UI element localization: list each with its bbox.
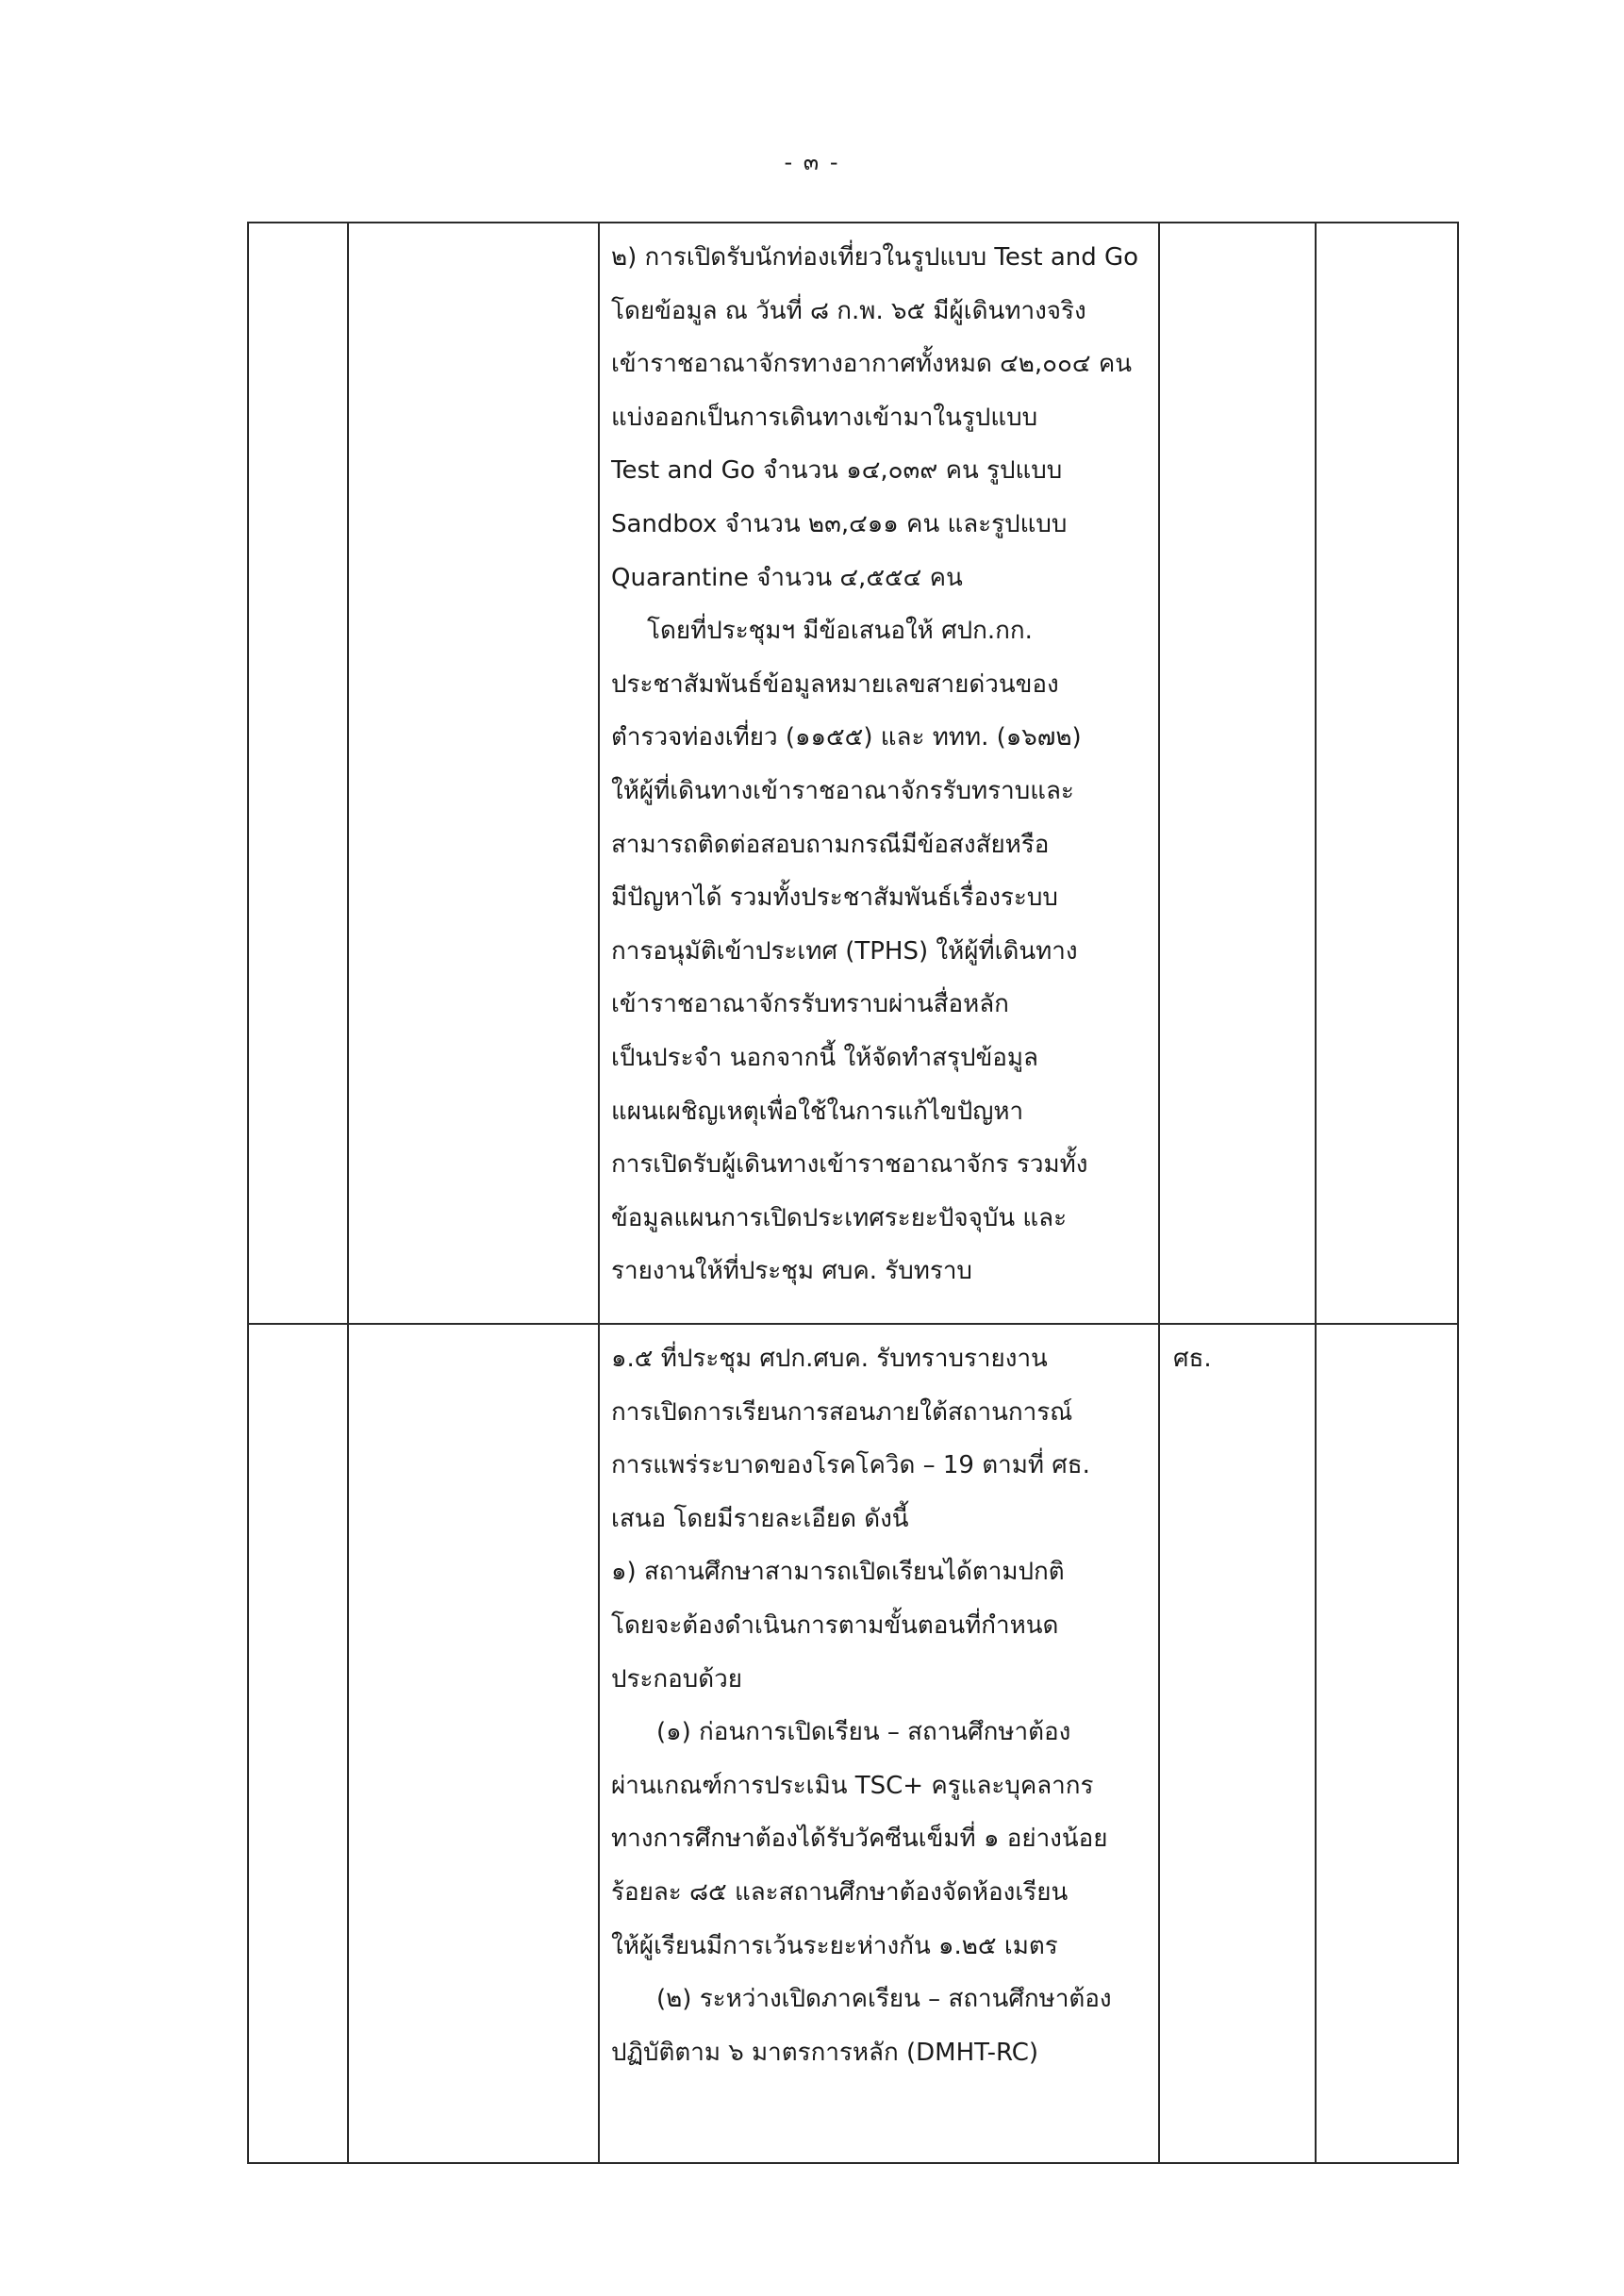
text-line: ให้ผู้ที่เดินทางเข้าราชอาณาจักรรับทราบและ	[611, 776, 1074, 805]
text-line: การเปิดรับผู้เดินทางเข้าราชอาณาจักร รวมทั้ง	[611, 1150, 1088, 1180]
text-line: โดยจะต้องดำเนินการตามขั้นตอนที่กำหนด	[611, 1611, 1059, 1640]
details-text	[600, 1325, 1158, 2085]
cell-topic	[348, 223, 599, 1324]
text-line: ๑) สถานศึกษาสามารถเปิดเรียนได้ตามปกติ	[611, 1558, 1065, 1587]
cell-details	[599, 223, 1159, 1324]
text-line: การอนุมัติเข้าประเทศ (TPHS) ให้ผู้ที่เดินทาง	[611, 936, 1078, 966]
agency-label	[1160, 223, 1315, 239]
text-line: แผนเผชิญเหตุเพื่อใช้ในการแก้ไขปัญหา	[611, 1097, 1024, 1126]
text-line: แบ่งออกเป็นการเดินทางเข้ามาในรูปแบบ	[611, 403, 1038, 432]
cell-agency	[1159, 1324, 1316, 2163]
text-line: เสนอ โดยมีรายละเอียด ดังนี้	[611, 1504, 909, 1533]
text-line: Test and Go จำนวน ๑๔,๐๓๙ คน รูปแบบ	[611, 456, 1063, 486]
text-line: ๒) การเปิดรับนักท่องเที่ยวในรูปแบบ Test and Go	[611, 243, 1139, 272]
text-line: ประกอบด้วย	[611, 1664, 743, 1693]
text-line: ๑.๕ ที่ประชุม ศปก.ศบค. รับทราบรายงาน	[611, 1345, 1048, 1373]
text-line: สามารถติดต่อสอบถามกรณีมีข้อสงสัยหรือ	[611, 830, 1050, 859]
cell-number	[248, 1324, 348, 2163]
text-line: ทางการศึกษาต้องได้รับวัคซีนเข็มที่ ๑ อย่างน้อย	[611, 1825, 1108, 1854]
text-line: Quarantine จำนวน ๔,๕๕๔ คน	[611, 563, 963, 592]
text-line: ปฏิบัติตาม ๖ มาตรการหลัก (DMHT-RC)	[611, 2038, 1039, 2067]
cell-remarks	[1316, 1324, 1458, 2163]
text-line: เข้าราชอาณาจักรทางอากาศทั้งหมด ๔๒,๐๐๔ คน	[611, 350, 1133, 379]
text-line: ผ่านเกณฑ์การประเมิน TSC+ ครูและบุคลากร	[611, 1771, 1094, 1800]
text-line: การแพร่ระบาดของโรคโควิด – 19 ตามที่ ศธ.	[611, 1451, 1090, 1480]
agency-label: ศธ.	[1173, 1345, 1212, 1373]
text-line: มีปัญหาได้ รวมทั้งประชาสัมพันธ์เรื่องระบบ	[611, 884, 1058, 913]
text-line: (๒) ระหว่างเปิดภาคเรียน – สถานศึกษาต้อง	[656, 1985, 1112, 2014]
cell-topic	[348, 1324, 599, 2163]
text-line: รายงานให้ที่ประชุม ศบค. รับทราบ	[611, 1257, 972, 1286]
text-line: ประชาสัมพันธ์ข้อมูลหมายเลขสายด่วนของ	[611, 669, 1059, 699]
text-line: ข้อมูลแผนการเปิดประเทศระยะปัจจุบัน และ	[611, 1203, 1068, 1232]
page-number: - ๓ -	[784, 149, 840, 175]
text-line: โดยข้อมูล ณ วันที่ ๘ ก.พ. ๖๕ มีผู้เดินทางจริง	[611, 296, 1086, 325]
text-line: เป็นประจำ นอกจากนี้ ให้จัดทำสรุปข้อมูล	[611, 1043, 1038, 1072]
details-text	[600, 223, 1158, 1304]
minutes-table	[247, 222, 1459, 2164]
cell-agency	[1159, 223, 1316, 1324]
table-row	[248, 223, 1458, 1324]
text-line: ร้อยละ ๘๕ และสถานศึกษาต้องจัดห้องเรียน	[611, 1877, 1069, 1907]
cell-remarks	[1316, 223, 1458, 1324]
cell-number	[248, 223, 348, 1324]
text-line: ตำรวจท่องเที่ยว (๑๑๕๕) และ ททท. (๑๖๗๒)	[611, 723, 1082, 752]
text-line: ให้ผู้เรียนมีการเว้นระยะห่างกัน ๑.๒๕ เมตร	[611, 1931, 1058, 1960]
text-line: โดยที่ประชุมฯ มีข้อเสนอให้ ศปก.กก.	[647, 617, 1033, 646]
text-line: เข้าราชอาณาจักรรับทราบผ่านสื่อหลัก	[611, 990, 1009, 1019]
text-line: Sandbox จำนวน ๒๓,๔๑๑ คน และรูปแบบ	[611, 509, 1068, 538]
text-line: การเปิดการเรียนการสอนภายใต้สถานการณ์	[611, 1397, 1073, 1427]
cell-details	[599, 1324, 1159, 2163]
text-line: (๑) ก่อนการเปิดเรียน – สถานศึกษาต้อง	[656, 1718, 1071, 1747]
table-row	[248, 1324, 1458, 2163]
